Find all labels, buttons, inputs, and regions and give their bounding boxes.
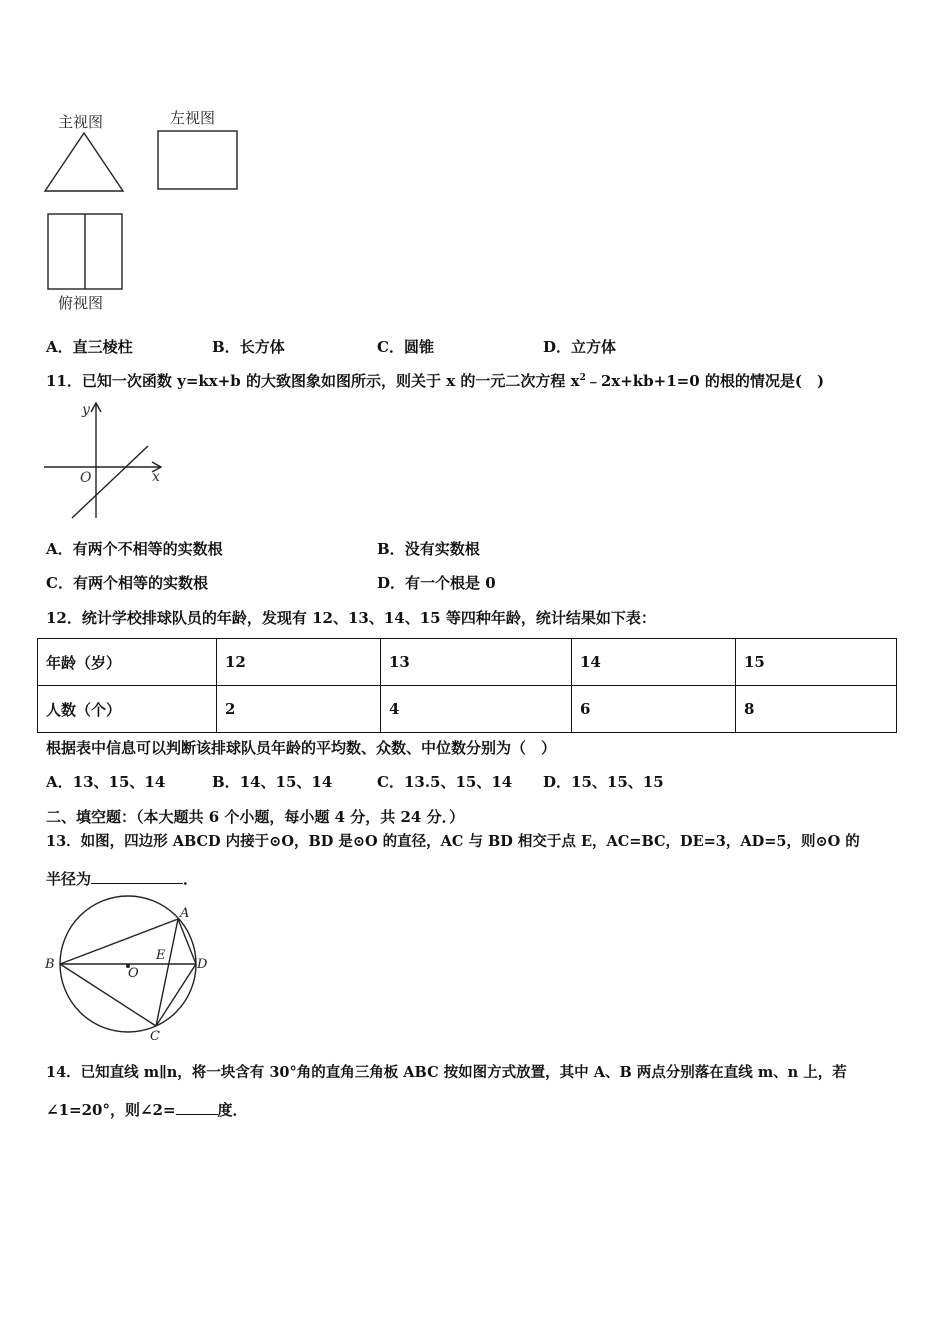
q12-option-a[interactable]: A．13、15、14 [46,773,166,791]
table-row [38,639,897,686]
q11-stem: 11．已知一次函数 y=kx+b 的大致图象如图所示，则关于 x 的一元二次方程 $x^2﹣2x+kb+1=0$ 的根的情况是( ) [46,372,825,390]
point-d-label: D [197,957,208,972]
q11-option-b[interactable]: B．没有实数根 [377,540,480,558]
graph-y-label: y [82,402,90,418]
table-cell: 14 [572,639,736,686]
table-row [38,686,897,733]
table-cell: 人数（个） [38,686,217,733]
q10-option-d[interactable]: D．立方体 [543,338,617,356]
point-b-label: B [45,957,55,972]
front-view-triangle [42,130,128,196]
point-c-label: C [150,1029,160,1044]
left-view-rectangle [155,128,241,192]
table-cell: 6 [572,686,736,733]
q12-option-d[interactable]: D．15、15、15 [543,773,664,791]
age-count-table [37,638,897,733]
q13-stem-line1: 13．如图，四边形 ABCD 内接于⊙O，BD 是⊙O 的直径，AC 与 BD 相交于点 E，AC=BC，DE=3，AD=5，则⊙O 的 [46,833,860,850]
q12-follow-text: 根据表中信息可以判断该排球队员年龄的平均数、众数、中位数分别为（ ） [46,739,557,757]
table-cell: 15 [736,639,897,686]
q11-linear-graph [40,398,170,523]
left-view-label: 左视图 [170,109,216,127]
q10-option-b[interactable]: B．长方体 [212,338,285,356]
q13-circle-figure [40,895,220,1045]
front-view-label: 主视图 [58,113,104,131]
q12-option-b[interactable]: B．14、15、14 [212,773,333,791]
q14-stem-line1: 14．已知直线 m∥n，将一块含有 30°角的直角三角板 ABC 按如图方式放置，其中 A、B 两点分别落在直线 m、n 上，若 [46,1064,847,1081]
answer-blank[interactable] [176,1098,218,1115]
q10-option-a[interactable]: A．直三棱柱 [46,338,133,356]
q12-stem: 12．统计学校排球队员的年龄，发现有 12、13、14、15 等四种年龄，统计结果如下表： [46,609,656,627]
table-cell: 12 [217,639,381,686]
table-cell: 年龄（岁） [38,639,217,686]
section-2-title: 二、填空题：（本大题共 6 个小题，每小题 4 分，共 24 分．） [46,808,465,826]
table-cell: 8 [736,686,897,733]
graph-origin-label: O [80,470,92,486]
q13-stem-line2: 半径为 ． [46,867,198,889]
table-cell: 13 [381,639,572,686]
graph-x-label: x [152,469,160,485]
point-e-label: E [156,948,166,963]
point-o-label: O [128,966,139,981]
q10-option-c[interactable]: C．圆锥 [377,338,434,356]
top-view-rectangle [44,211,126,293]
table-cell: 4 [381,686,572,733]
point-a-label: A [180,906,190,921]
answer-blank[interactable] [91,867,183,884]
q11-option-c[interactable]: C．有两个相等的实数根 [46,574,208,592]
q11-option-a[interactable]: A．有两个不相等的实数根 [46,540,223,558]
q11-option-d[interactable]: D．有一个根是 0 [377,574,496,592]
top-view-label: 俯视图 [58,294,104,312]
table-cell: 2 [217,686,381,733]
q12-option-c[interactable]: C．13.5、15、14 [377,773,513,791]
q14-stem-line2: ∠1=20°，则∠2= 度． [46,1098,248,1120]
